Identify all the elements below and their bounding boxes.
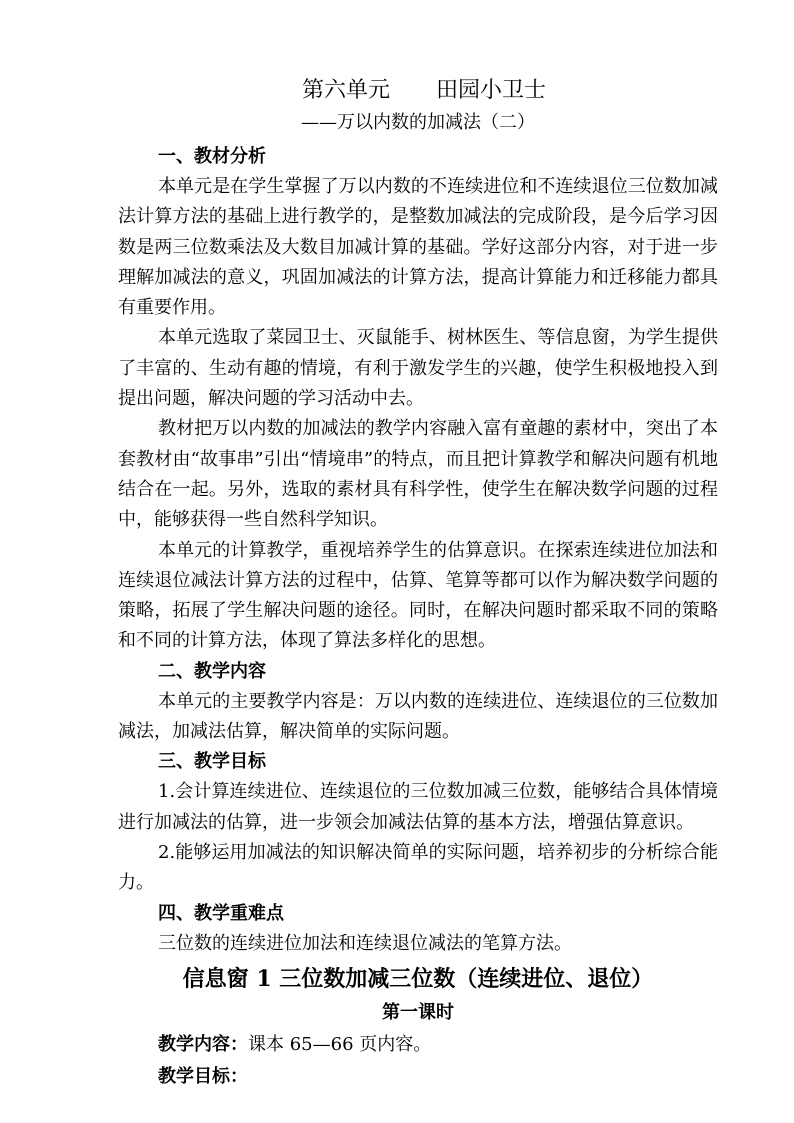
lesson-title: 第一课时 <box>382 1001 454 1023</box>
info-window-title: 信息窗 1 三位数加减三位数（连续进位、退位） <box>182 965 654 992</box>
section-heading-analysis: 一、教材分析 <box>158 146 266 167</box>
teaching-goal-line <box>158 1061 718 1093</box>
section-heading-content: 二、教学内容 <box>158 660 266 682</box>
document-subtitle: ——万以内数的加减法（二） <box>301 112 535 133</box>
teaching-content-label: 教学内容： <box>158 1033 248 1055</box>
paragraph: 2.能够运用加减法的知识解决简单的实际问题，培养初步的分析综合能力。 <box>118 841 718 894</box>
paragraph: 本单元的计算教学，重视培养学生的估算意识。在探索连续进位加法和连续退位减法计算方法的过程中，估算、笔算等都可以作为解决数学问题的策略，拓展了学生解决问题的途径。同时，在解决问题时都采取不同的策略和不同的计算方法，体现了算法多样化的思想。 <box>118 539 718 652</box>
teaching-content-line <box>158 1029 718 1061</box>
document-title <box>130 74 718 108</box>
teaching-goal-label: 教学目标： <box>158 1065 248 1087</box>
unit-label: 第六单元 <box>301 78 390 103</box>
document-page <box>118 74 718 1093</box>
section-heading-keypoints: 四、教学重难点 <box>158 902 284 924</box>
paragraph: 本单元是在学生掌握了万以内数的不连续进位和不连续退位三位数加减法计算方法的基础上进行教学的，是整数加减法的完成阶段，是今后学习因数是两三位数乘法及大数目加减计算的基础。学好这部分内容，对于进一步理解加减法的意义，巩固加减法的计算方法，提高计算能力和迁移能力都具有重要作用。 <box>118 176 718 319</box>
unit-name: 田园小卫士 <box>436 78 547 103</box>
section-heading-goals: 三、教学目标 <box>158 751 266 773</box>
teaching-content-value: 课本 65—66 页内容。 <box>248 1033 432 1055</box>
paragraph: 教材把万以内数的加减法的教学内容融入富有童趣的素材中，突出了本套教材由“故事串”引出“情境串”的特点，而且把计算教学和解决问题有机地结合在一起。另外，选取的素材具有科学性，使学生在解决数学问题的过程中，能够获得一些自然科学知识。 <box>118 418 718 531</box>
paragraph: 1.会计算连续进位、连续退位的三位数加减三位数，能够结合具体情境进行加减法的估算，进一步领会加减法估算的基本方法，增强估算意识。 <box>118 781 718 833</box>
paragraph: 本单元选取了菜园卫士、灭鼠能手、树林医生、等信息窗，为学生提供了丰富的、生动有趣的情境，有利于激发学生的兴趣，使学生积极地投入到提出问题，解决问题的学习活动中去。 <box>118 327 718 410</box>
paragraph: 三位数的连续进位加法和连续退位减法的笔算方法。 <box>158 932 572 954</box>
paragraph: 本单元的主要教学内容是：万以内数的连续进位、连续退位的三位数加减法，加减法估算，解决简单的实际问题。 <box>118 690 718 743</box>
